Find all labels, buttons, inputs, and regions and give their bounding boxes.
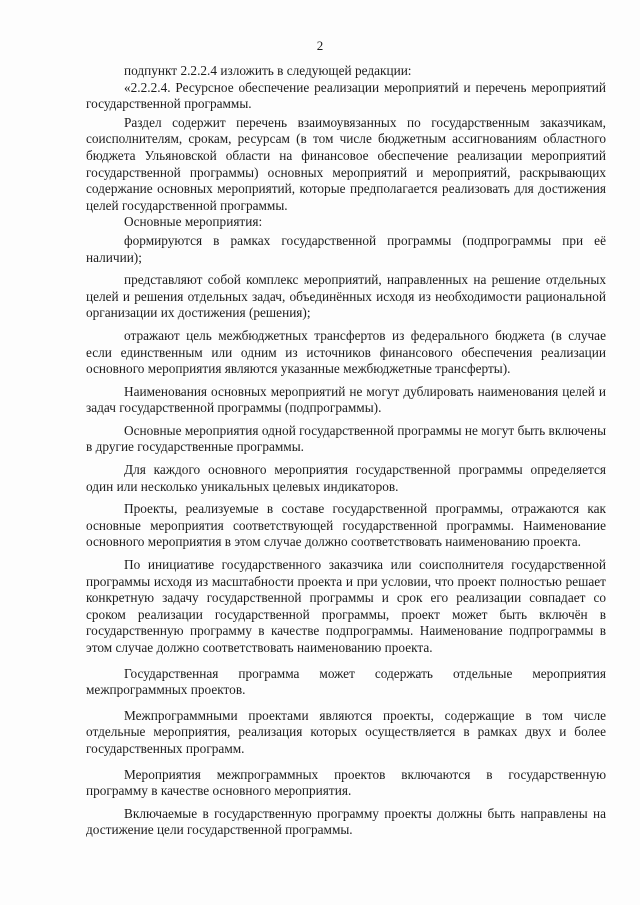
paragraph-interprogram-definition: Межпрограммными проектами являются проекты, содержащие в том числе отдельные мероприятия, реализация которых осуществляется в рамках двух и более государственных программ. [86,707,606,756]
paragraph-interprogram: Государственная программа может содержать отдельные мероприятия межпрограммных проектов. [86,665,606,698]
paragraph-intro: подпункт 2.2.2.4 изложить в следующей редакции: [124,63,412,78]
paragraph-projects: Проекты, реализуемые в составе государственной программы, отражаются как основные мероприятия соответствующей государственной программы. Наименование основного мероприятия в этом случае должно соответствовать наименованию проекта. [86,501,606,550]
paragraph-complex: представляют собой комплекс мероприятий, направленных на решение отдельных целей и решения отдельных задач, объединённых исходя из необходимости рациональной организации их достижения (решения); [86,272,606,321]
paragraph-formed: формируются в рамках государственной программы (подпрограммы при её наличии); [86,232,606,265]
document-body [86,63,606,839]
paragraph-initiative: По инициативе государственного заказчика или соисполнителя государственной программы исходя из масштабности проекта и при условии, что проект полностью решает конкретную задачу государственной программы и срок его реализации совпадает со сроком реализации государственной программы, проект может быть включён в государственную программу в качестве подпрограммы. Наименование подпрограммы в этом случае должно соответствовать наименованию проекта. [86,557,606,655]
paragraph-not-included: Основные мероприятия одной государственной программы не могут быть включены в другие государственные программы. [86,422,606,455]
paragraph-main-activities-heading: Основные мероприятия: [124,214,263,230]
paragraph-section-heading: «2.2.2.4. Ресурсное обеспечение реализации мероприятий и перечень мероприятий государственной программы. [86,79,606,112]
paragraph-section-content: Раздел содержит перечень взаимоувязанных по государственным заказчикам, соисполнителям, срокам, ресурсам (в том числе бюджетным ассигнованиям областного бюджета Ульяновской области на финансовое обеспечение реализации мероприятий государственной программы) основных мероприятий и мероприятий, раскрывающих содержание основных мероприятий, которые предполагается реализовать для достижения целей государственной программы. [86,114,606,213]
page-number: 2 [316,38,324,53]
paragraph-projects-goal: Включаемые в государственную программу проекты должны быть направлены на достижение цели государственной программы. [86,805,606,838]
paragraph-indicators: Для каждого основного мероприятия государственной программы определяется один или несколько уникальных целевых индикаторов. [86,462,606,494]
paragraph-transfers: отражают цель межбюджетных трансфертов из федерального бюджета (в случае если единственным или одним из источников финансового обеспечения реализации основного мероприятия являются указанные межбюджетные трансферты). [86,327,606,377]
paragraph-interprogram-inclusion: Мероприятия межпрограммных проектов включаются в государственную программу в качестве основного мероприятия. [86,766,606,799]
paragraph-names: Наименования основных мероприятий не могут дублировать наименования целей и задач государственной программы (подпрограммы). [86,383,606,416]
